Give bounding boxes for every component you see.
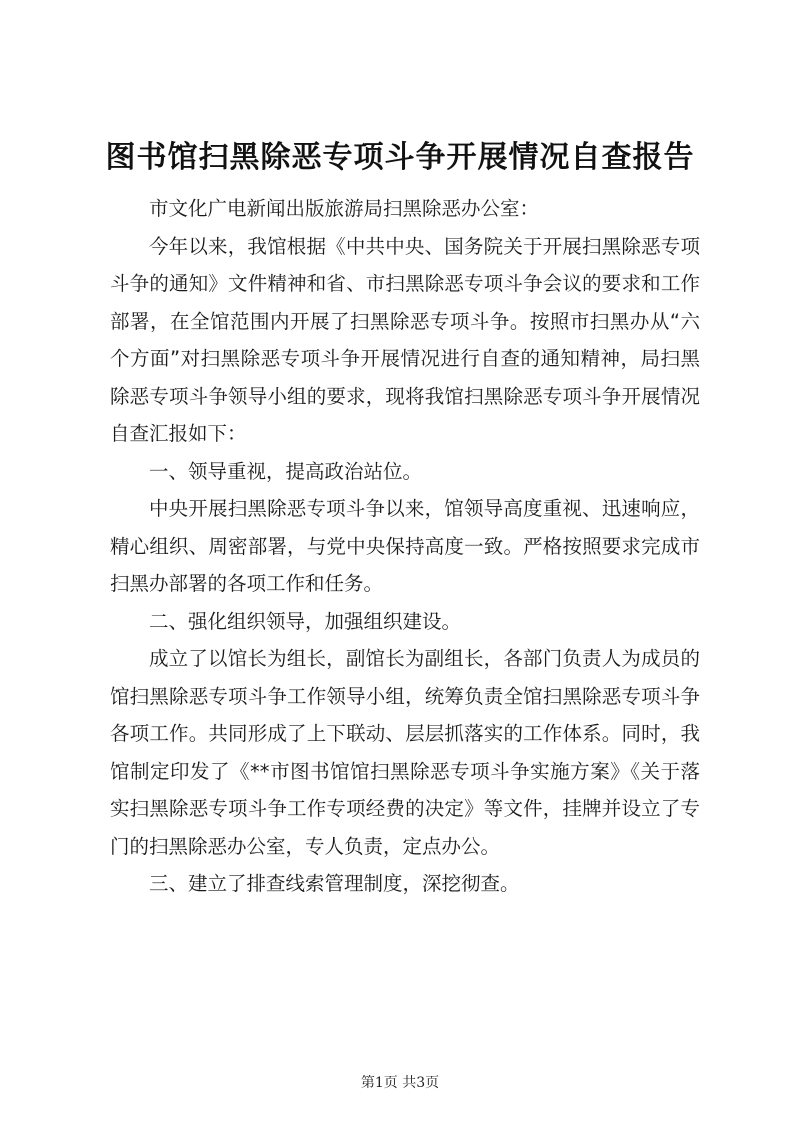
section-body-2: 成立了以馆长为组长，副馆长为副组长，各部门负责人为成员的馆扫黑除恶专项斗争工作领导小组，统筹负责全馆扫黑除恶专项斗争各项工作。共同形成了上下联动、层层抓落实的工作体系。同时，我馆制定印发了《**市图书馆馆扫黑除恶专项斗争实施方案》《关于落实扫黑除恶专项斗争工作专项经费的决定》等文件，挂牌并设立了专门的扫黑除恶办公室，专人负责，定点办公。 xyxy=(110,647,700,858)
document-body xyxy=(110,190,700,903)
salutation-paragraph: 市文化广电新闻出版旅游局扫黑除恶办公室： xyxy=(149,197,540,220)
section-heading-1: 一、领导重视，提高政治站位。 xyxy=(149,459,423,483)
intro-paragraph: 今年以来，我馆根据《中共中央、国务院关于开展扫黑除恶专项斗争的通知》文件精神和省、市扫黑除恶专项斗争会议的要求和工作部署，在全馆范围内开展了扫黑除恶专项斗争。按照市扫黑办从“六个方面”对扫黑除恶专项斗争开展情况进行自查的通知精神，局扫黑除恶专项斗争领导小组的要求，现将我馆扫黑除恶专项斗争开展情况自查汇报如下： xyxy=(110,234,700,445)
section-heading-3: 三、建立了排查线索管理制度，深挖彻查。 xyxy=(149,872,520,895)
section-body-1: 中央开展扫黑除恶专项斗争以来，馆领导高度重视、迅速响应，精心组织、周密部署，与党中央保持高度一致。严格按照要求完成市扫黑办部署的各项工作和任务。 xyxy=(110,497,700,595)
page-number-footer: 第1页 共3页 xyxy=(360,1075,440,1091)
section-heading-2: 二、强化组织领导，加强组织建设。 xyxy=(149,609,462,633)
document-title: 图书馆扫黑除恶专项斗争开展情况自查报告 xyxy=(105,140,695,175)
